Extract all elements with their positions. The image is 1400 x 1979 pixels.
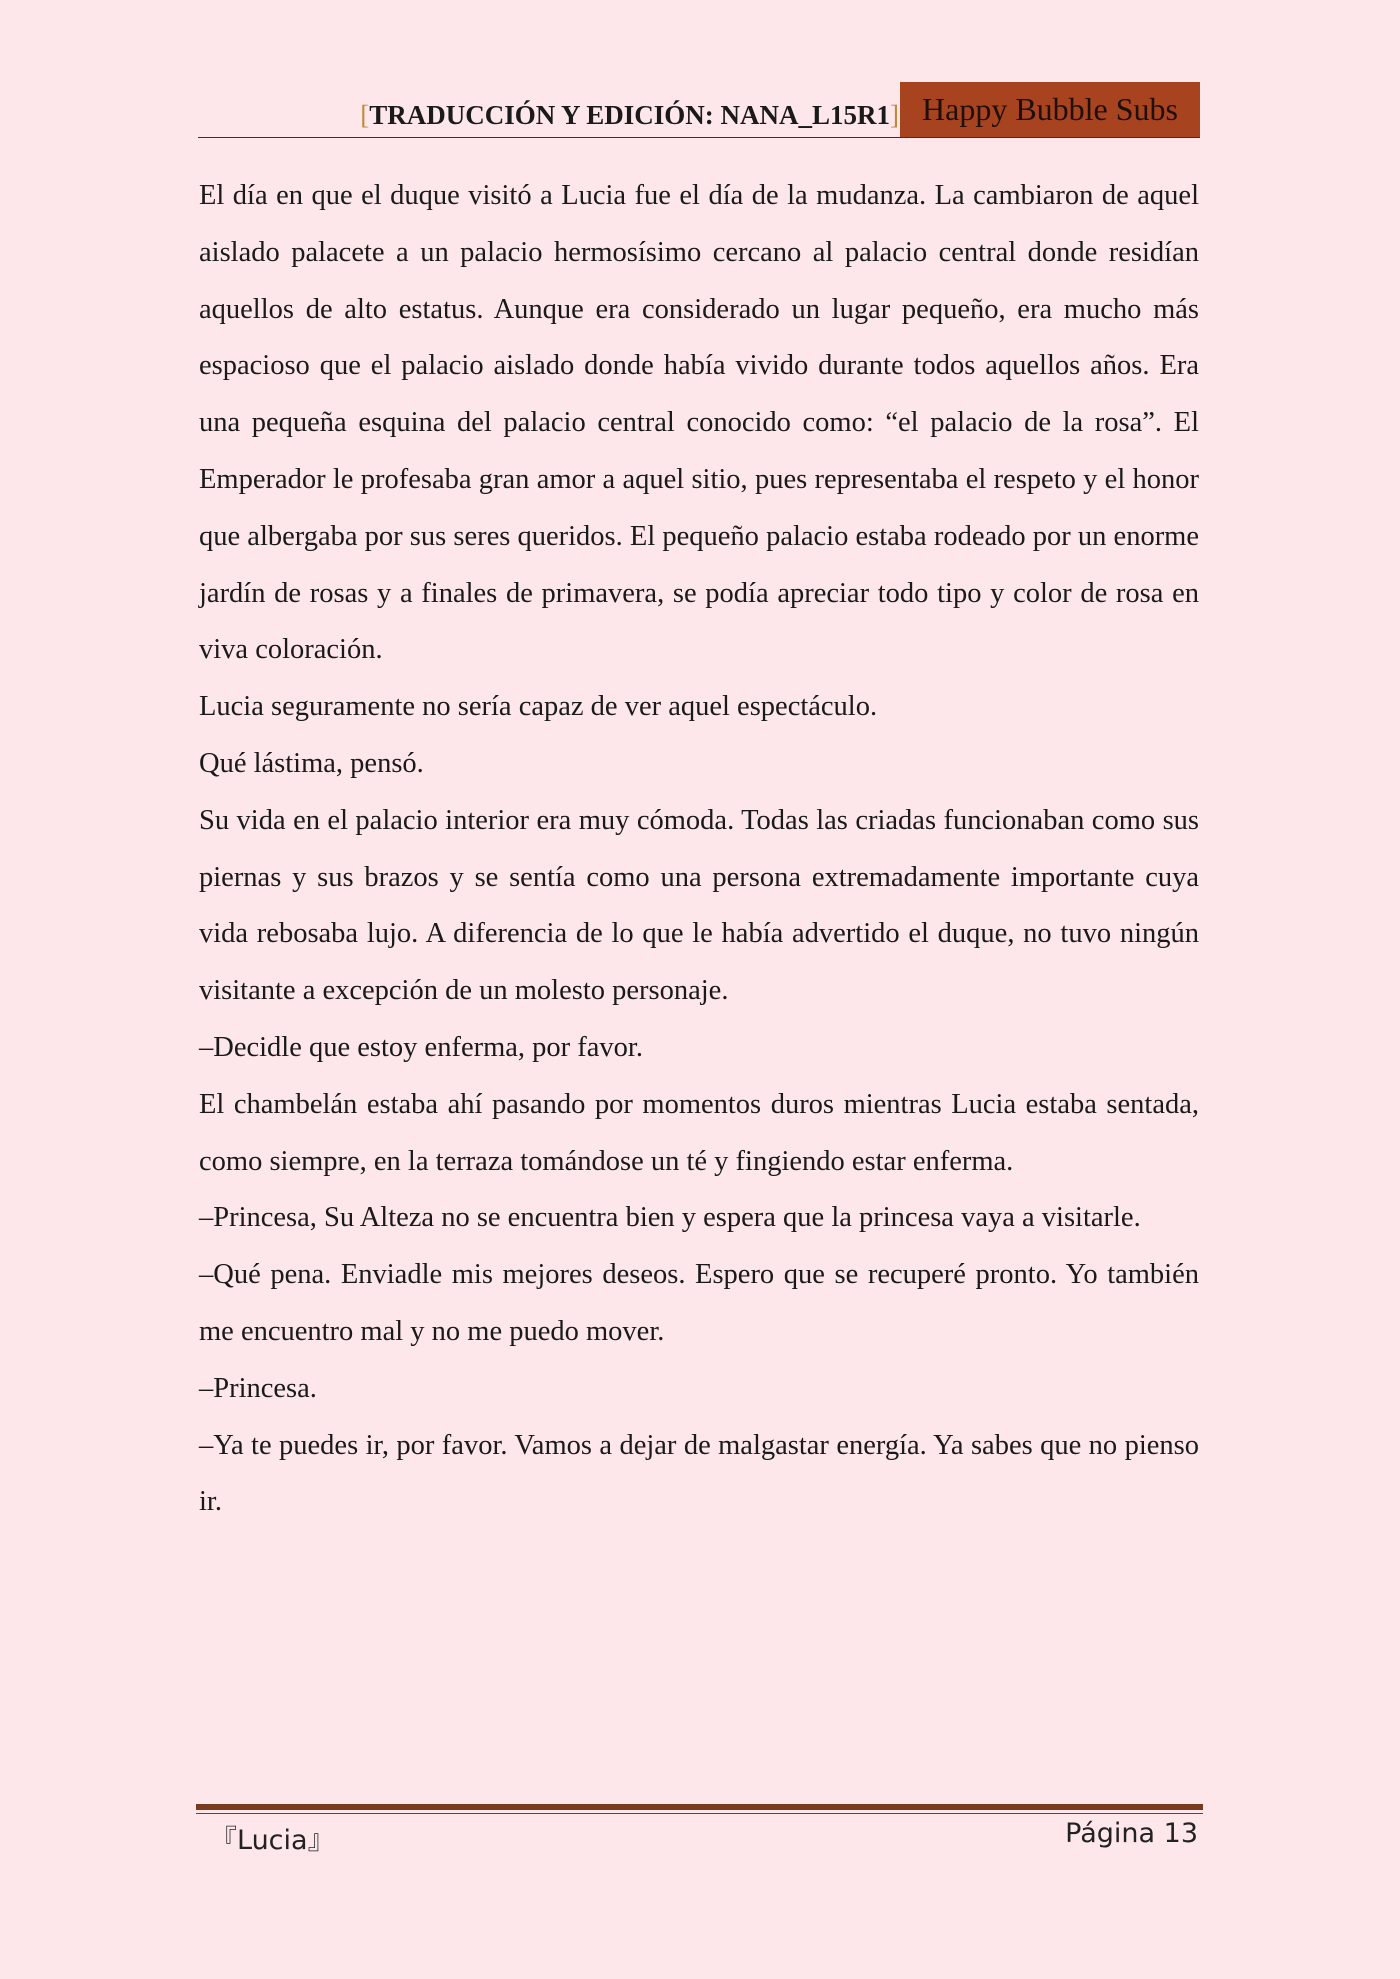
footer-rule-thick: [196, 1804, 1203, 1810]
footer-rule-thin: [196, 1813, 1203, 1814]
page-footer: [210, 1818, 1198, 1858]
paragraph: –Decidle que estoy enferma, por favor.: [199, 1031, 643, 1063]
paragraph: Qué lástima, pensó.: [199, 747, 424, 779]
book-title: 『Lucia』: [210, 1825, 335, 1856]
group-badge: Happy Bubble Subs: [900, 82, 1200, 137]
paragraph: –Princesa, Su Alteza no se encuentra bien y espera que la princesa vaya a visitarle.: [199, 1202, 1141, 1234]
paragraph: –Qué pena. Enviadle mis mejores deseos. Espero que se recuperé pronto. Yo también me encuentro mal y no me puedo mover.: [199, 1259, 1199, 1347]
credit-bracket-close: ]: [890, 100, 899, 130]
page-body: [199, 168, 1199, 1531]
page-header: [198, 82, 1200, 138]
paragraph: Su vida en el palacio interior era muy cómoda. Todas las criadas funcionaban como sus piernas y sus brazos y se sentía como una persona extremadamente importante cuya vida rebosaba lujo. A diferencia de lo que le había advertido el duque, no tuvo ningún visitante a excepción de un molesto personaje.: [199, 804, 1199, 1007]
paragraph: El día en que el duque visitó a Lucia fue el día de la mudanza. La cambiaron de aquel aislado palacete a un palacio hermosísimo cercano al palacio central donde residían aquellos de alto estatus. Aunque era considerado un lugar pequeño, era mucho más espacioso que el palacio aislado donde había vivido durante todos aquellos años. Era una pequeña esquina del palacio central conocido como: “el palacio de la rosa”. El Emperador le profesaba gran amor a aquel sitio, pues representaba el respeto y el honor que albergaba por sus seres queridos. El pequeño palacio estaba rodeado por un enorme jardín de rosas y a finales de primavera, se podía apreciar todo tipo y color de rosa en viva coloración.: [199, 180, 1199, 666]
paragraph: El chambelán estaba ahí pasando por momentos duros mientras Lucia estaba sentada, como siempre, en la terraza tomándose un té y fingiendo estar enferma.: [199, 1088, 1199, 1177]
page-number: Página 13: [1065, 1818, 1198, 1849]
paragraph: Lucia seguramente no sería capaz de ver aquel espectáculo.: [199, 691, 878, 723]
translation-credit: [360, 100, 899, 131]
paragraph: –Princesa.: [199, 1372, 317, 1404]
paragraph: –Ya te puedes ir, por favor. Vamos a dejar de malgastar energía. Ya sabes que no pienso ir.: [199, 1429, 1199, 1518]
credit-text: TRADUCCIÓN Y EDICIÓN: NANA_L15R1: [369, 100, 890, 130]
header-rule: [198, 137, 1200, 138]
credit-bracket-open: [: [360, 100, 370, 130]
